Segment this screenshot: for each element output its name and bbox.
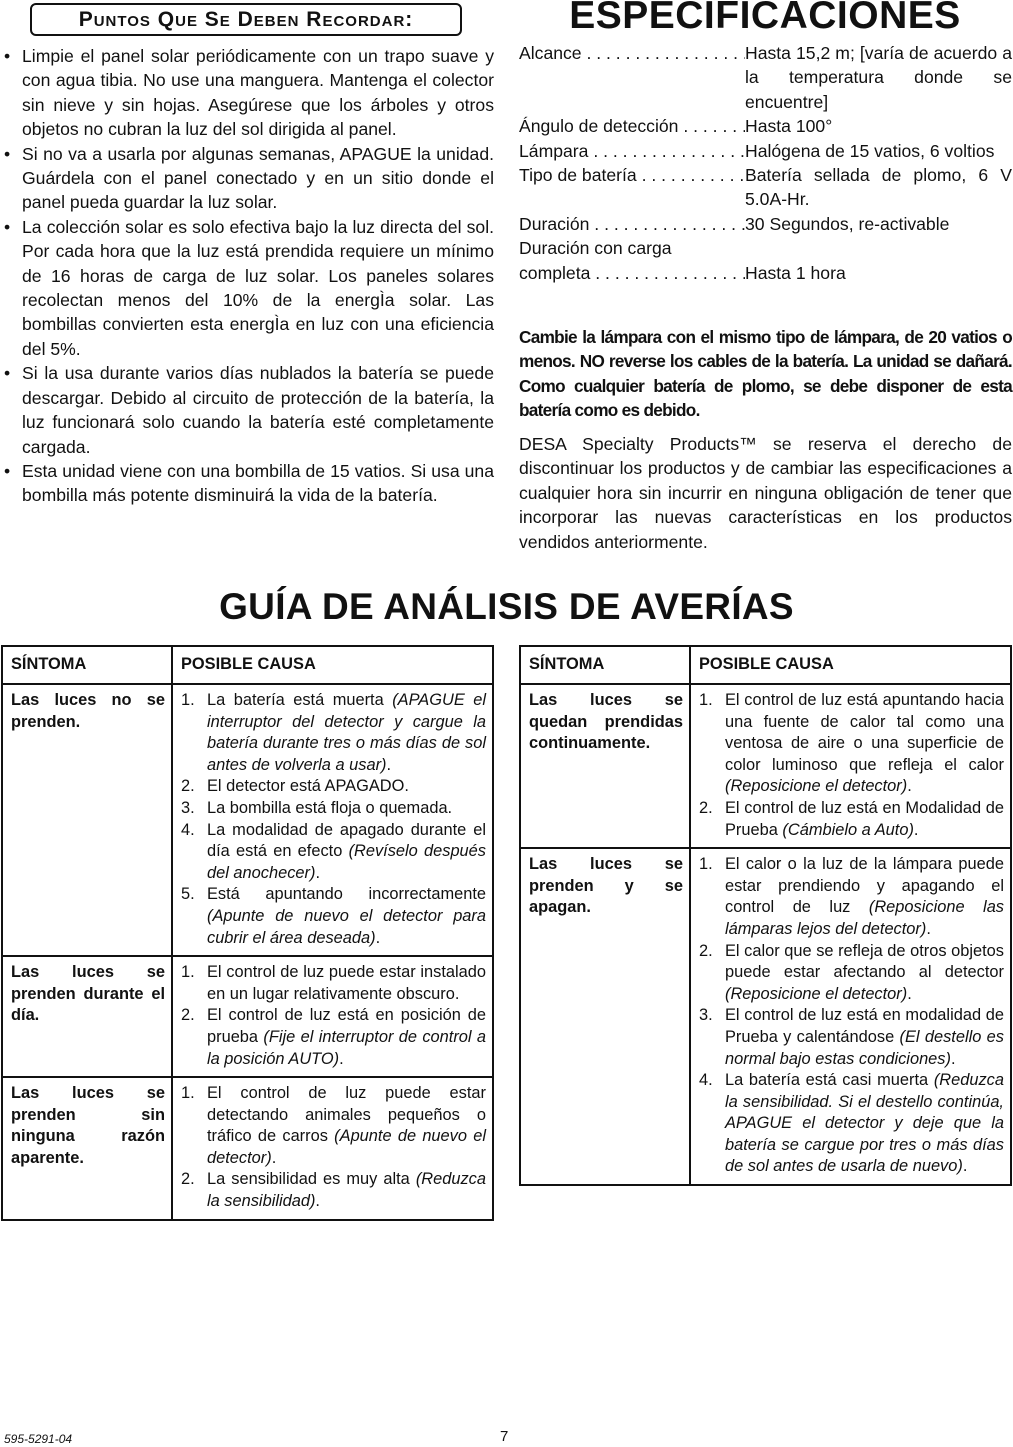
cause-remedy: (Apunte de nuevo el detector para cubrir el área deseada) — [207, 906, 486, 947]
cause-item — [699, 1070, 1004, 1178]
right-table-body — [520, 684, 1011, 1185]
spec-value: Halógena de 15 vatios, 6 voltios — [745, 140, 995, 161]
left-table-body — [2, 684, 493, 1220]
cause-end: . — [913, 820, 919, 839]
table-row — [2, 684, 493, 956]
cause-cell — [172, 956, 493, 1077]
spec-key: Duración con carga — [519, 238, 672, 259]
spec-value: Hasta 100° — [745, 116, 833, 137]
spec-row — [519, 212, 1012, 236]
puntos-item: • Limpie el panel solar periódicamente con un trapo suave y con agua tibia. No use una manguera. Mantenga el colector sin nieve y sin hojas. Asegúrese que los árboles y otros objetos no cubran la luz del sol dirigida al panel. — [4, 44, 494, 142]
cause-remedy: (Revíselo después del anochecer) — [207, 842, 486, 882]
cause-text: La batería está casi muerta — [725, 1071, 934, 1090]
spec-key: Ángulo de detección . . . — [519, 114, 745, 138]
troubleshooting-table-right — [519, 645, 1012, 1186]
puntos-item: • La colección solar es solo efectiva bajo la luz directa del sol. Por cada hora que la luz está prendida requiere un mínimo de 16 horas de carga de luz solar. Los paneles solares recolectan menos del 10% de la energÌa solar. Las bombillas convierten esta energÌa en luz con una eficiencia del 5%. — [4, 215, 494, 361]
spec-key: Duración . . . — [519, 212, 745, 236]
cause-item — [699, 798, 1004, 841]
cause-end: . — [339, 1049, 344, 1068]
document-code: 595-5291-04 — [4, 1432, 73, 1446]
cause-text: El control de luz puede estar detectando animales pequeños o tráfico de carros — [207, 1084, 486, 1146]
specs-warning: Cambie la lámpara con el mismo tipo de lámpara, de 20 vatios o menos. NO reverse los cables de la batería. La unidad se dañará. Como cualquier batería de plomo, se debe disponer de esta batería como es debido. — [519, 327, 1012, 420]
symptom-cell: Las luces se prenden sin ninguna razón aparente. — [2, 1077, 172, 1220]
cause-remedy: (Reposicione las lámparas lejos del detector) — [725, 898, 1005, 938]
cause-item — [181, 1169, 486, 1212]
cause-text: El control de luz está en posición de prueba — [207, 1006, 486, 1046]
spec-value — [745, 236, 1012, 260]
spec-key: Tipo de batería . . . — [519, 163, 745, 212]
cause-end: . — [926, 919, 931, 938]
symptom-cell: Las luces se prenden y se apagan. — [520, 848, 690, 1185]
cause-text: El calor que se refleja de otros objetos puede estar afectando al detector — [725, 941, 1004, 982]
cause-item — [181, 798, 486, 820]
cause-list — [181, 1083, 486, 1213]
cause-item — [699, 941, 1004, 1006]
cause-item — [181, 690, 486, 776]
spec-value: Batería sellada de plomo, 6 V 5.0A-Hr. — [745, 165, 1012, 210]
cause-item — [181, 962, 486, 1005]
specs-table — [519, 41, 1012, 285]
cause-cell — [172, 684, 493, 956]
cause-text: La batería está muerta — [207, 691, 393, 709]
troubleshooting-table-left — [1, 645, 494, 1221]
col-cause: POSIBLE CAUSA — [690, 646, 1011, 684]
specs-title: ESPECIFICACIONES — [569, 0, 961, 37]
cause-list — [699, 854, 1004, 1178]
cause-text: El control de luz está apuntando hacia una fuente de calor tal como una ventosa de aire o una superficie de color luminoso que refleja el calor — [725, 691, 1004, 774]
col-symptom: SÍNTOMA — [520, 646, 690, 684]
spec-value: Hasta 1 hora — [745, 262, 846, 283]
cause-remedy: (Reposicione el detector) — [725, 777, 908, 796]
symptom-cell: Las luces se prenden durante el día. — [2, 956, 172, 1077]
puntos-list — [4, 44, 494, 508]
cause-remedy: (Fije el interruptor de control a la posición AUTO) — [207, 1027, 487, 1068]
cause-list — [699, 690, 1004, 841]
cause-remedy: (Reduzca la sensibilidad. Si el destello continúa, APAGUE el detector y deje que la batería se cargue por tres o más días de sol antes de usarla de nuevo) — [725, 1071, 1004, 1176]
spec-row — [519, 163, 1012, 212]
spec-value: 30 Segundos, re-activable — [745, 213, 950, 234]
cause-text: El control de luz puede estar instalado en un lugar relativamente obscuro. — [207, 963, 486, 1003]
cause-text: El calor o la luz de la lámpara puede estar prendiendo y apagando el control de luz — [725, 855, 1004, 917]
spec-row — [519, 114, 1012, 138]
cause-end: . — [907, 984, 912, 1003]
cause-remedy: (Apunte de nuevo el detector) — [207, 1127, 486, 1167]
cause-text: La modalidad de apagado durante el día está en efecto — [207, 820, 486, 861]
spec-key: Lámpara . . . — [519, 139, 745, 163]
spec-row — [519, 236, 1012, 260]
cause-end: . — [962, 1157, 968, 1176]
cause-end: . — [375, 928, 381, 947]
cause-end: . — [386, 755, 392, 774]
cause-item — [181, 884, 486, 949]
puntos-item: • Si no va a usarla por algunas semanas, APAGUE la unidad. Guárdela con el panel conectado y en un sitio donde el panel pueda guardar la luz solar. — [4, 142, 494, 215]
col-cause: POSIBLE CAUSA — [172, 646, 493, 684]
cause-list — [181, 690, 486, 949]
cause-cell — [690, 684, 1011, 848]
cause-item — [181, 776, 486, 798]
puntos-item: • Esta unidad viene con una bombilla de 15 vatios. Si usa una bombilla más potente disminuirá la vida de la batería. — [4, 459, 494, 508]
guide-title: GUÍA DE ANÁLISIS DE AVERÍAS — [219, 586, 794, 627]
spec-value: Hasta 15,2 m; [varía de acuerdo a la temperatura donde se encuentre] — [745, 43, 1012, 112]
puntos-heading: Puntos Que Se Deben Recordar: — [78, 7, 414, 31]
cause-text: El detector está APAGADO. — [207, 777, 409, 796]
puntos-heading-box — [30, 3, 462, 36]
cause-end: . — [315, 863, 320, 882]
specs-note: DESA Specialty Products™ se reserva el derecho de discontinuar los productos y de cambiar las especificaciones a cualquier hora sin incurrir en ninguna obligación de tener que incorporar las nuevas características en los productos vendidos anteriormente. — [519, 434, 1012, 552]
spec-row — [519, 41, 1012, 114]
puntos-item: • Si la usa durante varios días nublados la batería se puede descargar. Debido al circuito de protección de la batería, la luz funcionará solo cuando la batería esté completamente cargada. — [4, 361, 494, 459]
cause-item — [181, 820, 486, 885]
spec-key: Alcance . . . — [519, 41, 745, 114]
cause-item — [699, 1005, 1004, 1070]
table-row — [520, 684, 1011, 848]
table-row — [2, 1077, 493, 1220]
cause-text: La bombilla está floja o quemada. — [207, 798, 453, 817]
page-number: 7 — [500, 1428, 509, 1445]
cause-remedy: (Cámbielo a Auto) — [782, 820, 914, 839]
cause-item — [181, 1083, 486, 1169]
cause-cell — [690, 848, 1011, 1185]
cause-list — [181, 962, 486, 1070]
cause-end: . — [271, 1148, 277, 1167]
cause-text: Está apuntando incorrectamente — [207, 885, 486, 904]
cause-item — [699, 690, 1004, 798]
col-symptom: SÍNTOMA — [2, 646, 172, 684]
cause-remedy: (APAGUE el interruptor del detector y cargue la batería durante tres o más días de sol antes de volverla a usar) — [207, 691, 487, 774]
spec-row — [519, 261, 1012, 285]
table-row — [520, 848, 1011, 1185]
cause-remedy: (Reduzca la sensibilidad) — [207, 1170, 486, 1211]
symptom-cell: Las luces se quedan prendidas continuamente. — [520, 684, 690, 848]
cause-item — [699, 854, 1004, 940]
cause-end: . — [907, 777, 912, 796]
cause-end: . — [950, 1049, 956, 1068]
cause-cell — [172, 1077, 493, 1220]
cause-text: El control de luz está en modalidad de Prueba y calentándose — [725, 1006, 1004, 1046]
spec-key: completa . . . — [519, 261, 745, 285]
cause-remedy: (El destello es normal bajo estas condiciones) — [725, 1027, 1004, 1068]
cause-item — [181, 1005, 486, 1070]
spec-row — [519, 139, 1012, 163]
table-row — [2, 956, 493, 1077]
cause-text: El control de luz está en Modalidad de Prueba — [725, 798, 1004, 839]
cause-text: La sensibilidad es muy alta — [207, 1170, 416, 1189]
symptom-cell: Las luces no se prenden. — [2, 684, 172, 956]
cause-remedy: (Reposicione el detector) — [725, 984, 908, 1003]
cause-end: . — [315, 1192, 320, 1211]
